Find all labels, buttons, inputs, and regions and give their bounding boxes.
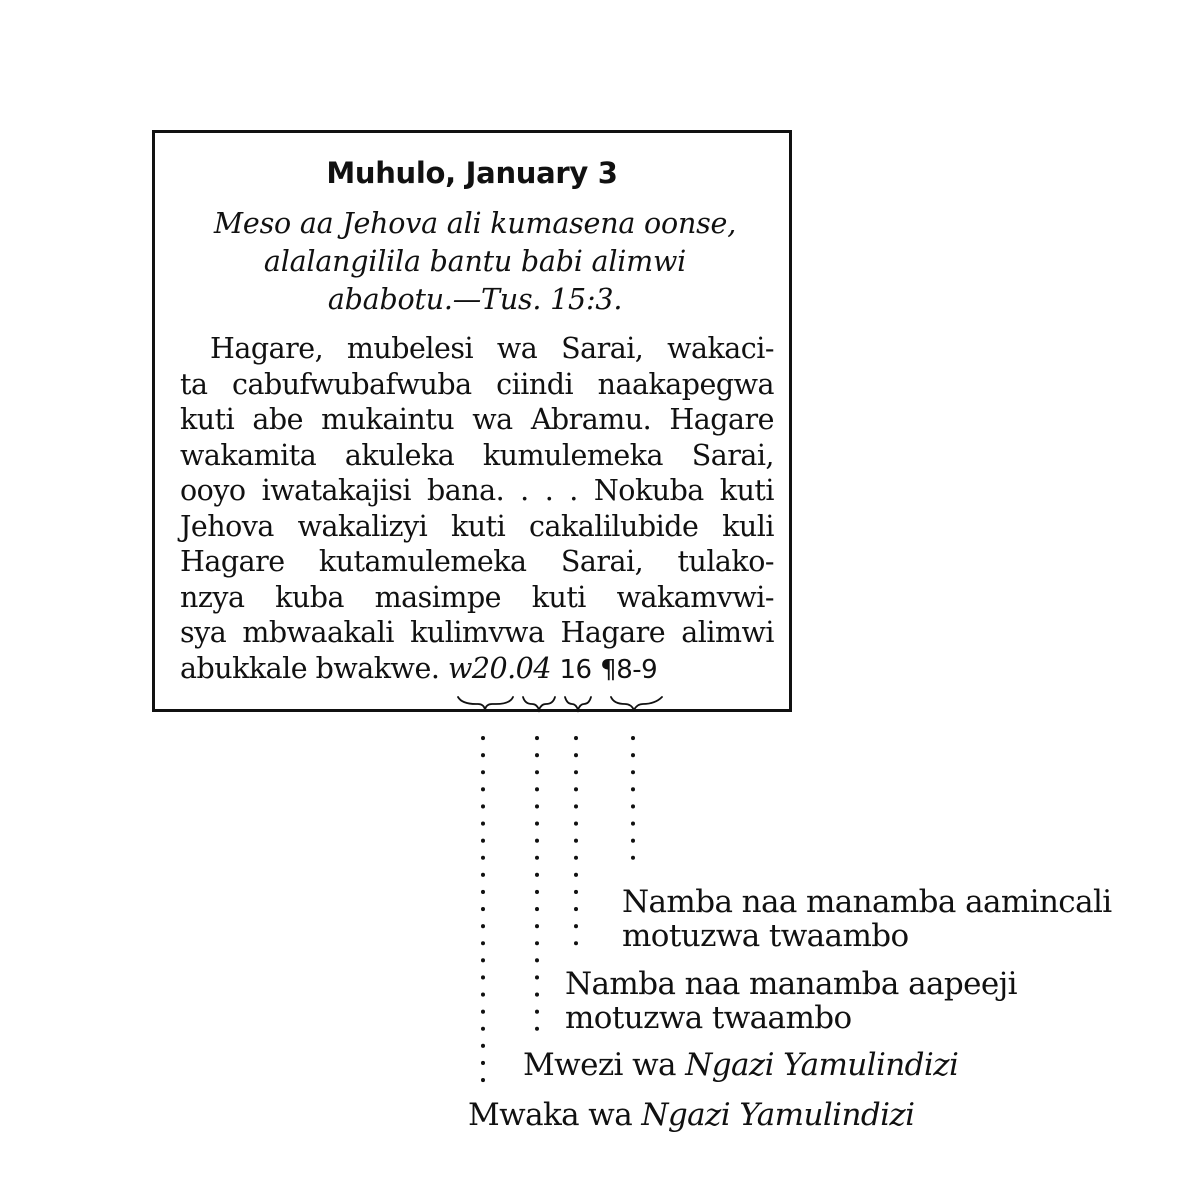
- reference-issue: .04: [507, 651, 551, 685]
- body-last-line: [180, 651, 774, 689]
- month-label: [523, 1048, 958, 1082]
- page-label-line: motuzwa twaambo: [565, 1000, 852, 1036]
- month-label-prefix: Mwezi wa: [523, 1047, 676, 1083]
- year-label-prefix: Mwaka wa: [468, 1097, 633, 1133]
- body-line: Jehova wakalizyi kuti cakalilubide kuli: [180, 509, 774, 543]
- body-line: ooyo iwatakajisi bana. . . . Nokuba kuti: [180, 474, 774, 507]
- comment-body: [180, 331, 774, 688]
- verse-line: ababotu.—Tus. 15:3.: [327, 283, 623, 316]
- body-line: sya mbwaakali kulimvwa Hagare alimwi: [180, 616, 774, 649]
- verse-line: Meso aa Jehova ali kumasena oonse,: [213, 207, 737, 240]
- paragraph-label-line: Namba naa manamba aamincali: [622, 884, 1112, 920]
- page-label: [565, 967, 1017, 1035]
- theme-scripture: [175, 205, 775, 319]
- body-line: ta cabufwubafwuba ciindi naakapegwa: [180, 367, 774, 401]
- body-line: Hagare kutamulemeka Sarai, tulako-: [180, 545, 774, 578]
- reference-paragraphs: ¶8-9: [600, 654, 658, 685]
- body-line: Hagare, mubelesi wa Sarai, wakaci-: [210, 332, 774, 365]
- daily-text-card: [152, 130, 792, 712]
- reference-page: 16: [559, 654, 592, 685]
- body-line: nzya kuba masimpe kuti wakamvwi-: [180, 580, 774, 614]
- reference-publication: w20: [447, 651, 508, 685]
- verse-line: alalangilila bantu babi alimwi: [263, 245, 687, 278]
- year-label-title: Ngazi Yamulindizi: [641, 1097, 915, 1133]
- paragraph-label: [622, 885, 1112, 953]
- year-label: [468, 1098, 914, 1132]
- paragraph-label-line: motuzwa twaambo: [622, 918, 909, 954]
- body-last-text: abukkale bwakwe.: [180, 651, 440, 685]
- card-title: Muhulo, January 3: [326, 156, 618, 190]
- month-label-title: Ngazi Yamulindizi: [685, 1047, 959, 1083]
- body-line: wakamita akuleka kumulemeka Sarai,: [180, 438, 774, 472]
- body-line: kuti abe mukaintu wa Abramu. Hagare: [180, 403, 774, 436]
- page-label-line: Namba naa manamba aapeeji: [565, 966, 1017, 1002]
